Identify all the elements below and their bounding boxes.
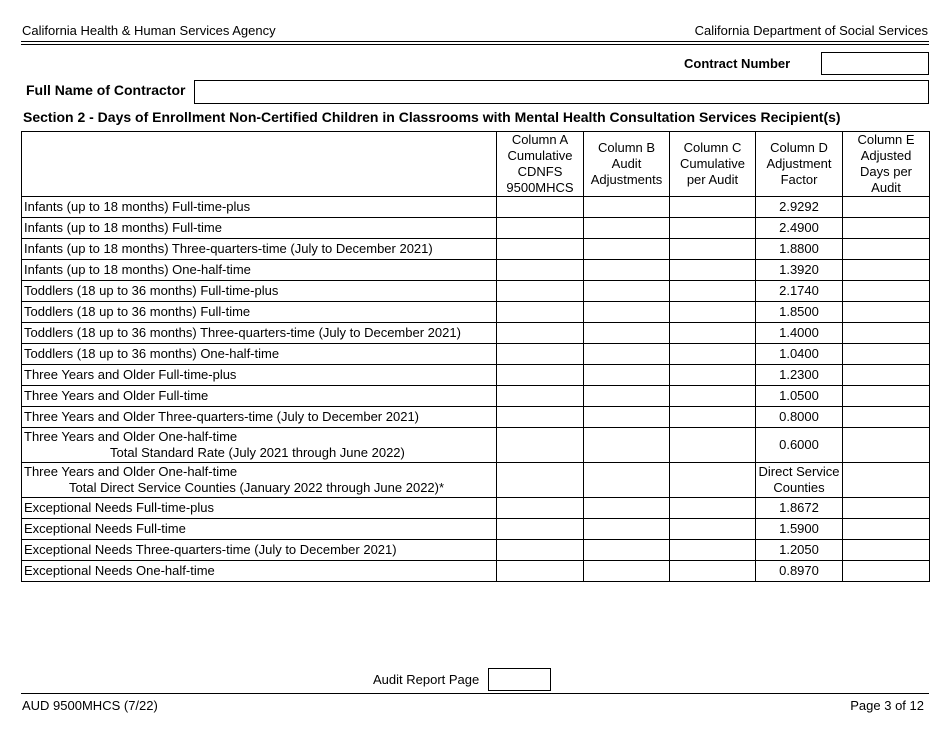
column-c-cell[interactable]: [670, 323, 756, 344]
table-row: [22, 302, 930, 323]
column-d-header: Column D Adjustment Factor: [756, 132, 843, 197]
column-c-cell[interactable]: [670, 386, 756, 407]
column-c-cell[interactable]: [670, 365, 756, 386]
column-e-cell[interactable]: [843, 463, 930, 498]
column-c-cell[interactable]: [670, 197, 756, 218]
column-c-cell[interactable]: [670, 260, 756, 281]
column-b-header: Column B Audit Adjustments: [584, 132, 670, 197]
adjustment-factor: 1.8500: [756, 302, 843, 323]
column-b-cell[interactable]: [584, 260, 670, 281]
form-id: AUD 9500MHCS (7/22): [22, 698, 158, 713]
column-c-cell[interactable]: [670, 463, 756, 498]
row-label-sub: Total Direct Service Counties (January 2022 through June 2022)*: [69, 480, 445, 495]
column-a-cell[interactable]: [497, 519, 584, 540]
column-a-cell[interactable]: [497, 218, 584, 239]
contractor-name-label: Full Name of Contractor: [26, 82, 186, 98]
column-e-cell[interactable]: [843, 540, 930, 561]
header-rule-double: [21, 44, 929, 45]
column-b-cell[interactable]: [584, 561, 670, 582]
row-label: Toddlers (18 up to 36 months) Three-quarters-time (July to December 2021): [22, 323, 497, 344]
column-a-cell[interactable]: [497, 561, 584, 582]
row-label-main: Three Years and Older One-half-time: [24, 429, 238, 444]
table-row: [22, 260, 930, 281]
column-e-header: Column E Adjusted Days per Audit: [843, 132, 930, 197]
column-b-cell[interactable]: [584, 239, 670, 260]
section-title: Section 2 - Days of Enrollment Non-Certified Children in Classrooms with Mental Health Consultation Services Recipient(s): [23, 109, 841, 125]
adjustment-factor: 0.8000: [756, 407, 843, 428]
column-a-header: Column A Cumulative CDNFS 9500MHCS: [497, 132, 584, 197]
table-row: [22, 386, 930, 407]
audit-report-page-field[interactable]: [488, 668, 551, 691]
row-label: Three Years and Older Full-time-plus: [22, 365, 497, 386]
adjustment-factor: 2.1740: [756, 281, 843, 302]
contract-number-label: Contract Number: [684, 56, 791, 71]
agency-name: California Health & Human Services Agency: [22, 23, 276, 38]
table-row: [22, 561, 930, 582]
column-b-cell[interactable]: [584, 540, 670, 561]
column-c-cell[interactable]: [670, 540, 756, 561]
column-e-cell[interactable]: [843, 239, 930, 260]
column-a-cell[interactable]: [497, 463, 584, 498]
row-label: Infants (up to 18 months) Three-quarters-time (July to December 2021): [22, 239, 497, 260]
column-c-cell[interactable]: [670, 302, 756, 323]
row-label: Exceptional Needs Full-time: [22, 519, 497, 540]
table-row: [22, 463, 930, 498]
column-b-cell[interactable]: [584, 407, 670, 428]
row-label: Exceptional Needs Three-quarters-time (July to December 2021): [22, 540, 497, 561]
table-row: [22, 323, 930, 344]
adjustment-factor: 0.6000: [756, 428, 843, 463]
row-label-sub: Total Standard Rate (July 2021 through June 2022): [110, 445, 405, 460]
column-a-cell[interactable]: [497, 239, 584, 260]
row-label: Infants (up to 18 months) One-half-time: [22, 260, 497, 281]
column-b-cell[interactable]: [584, 365, 670, 386]
column-b-cell[interactable]: [584, 323, 670, 344]
page-number: Page 3 of 12: [850, 698, 924, 713]
column-b-cell[interactable]: [584, 463, 670, 498]
column-c-cell[interactable]: [670, 344, 756, 365]
column-e-cell[interactable]: [843, 519, 930, 540]
column-c-cell[interactable]: [670, 498, 756, 519]
table-row: [22, 197, 930, 218]
column-a-cell[interactable]: [497, 197, 584, 218]
column-a-cell[interactable]: [497, 302, 584, 323]
column-c-header: Column C Cumulative per Audit: [670, 132, 756, 197]
adjustment-factor: 1.0500: [756, 386, 843, 407]
column-e-cell[interactable]: [843, 498, 930, 519]
row-label: Exceptional Needs Full-time-plus: [22, 498, 497, 519]
department-name: California Department of Social Services: [694, 23, 928, 38]
table-row: [22, 365, 930, 386]
audit-report-page-label: Audit Report Page: [373, 672, 480, 687]
adjustment-factor: 1.3920: [756, 260, 843, 281]
row-label: Toddlers (18 up to 36 months) Full-time-plus: [22, 281, 497, 302]
column-a-cell[interactable]: [497, 540, 584, 561]
contractor-name-field[interactable]: [194, 80, 929, 104]
column-e-cell[interactable]: [843, 561, 930, 582]
column-b-cell[interactable]: [584, 344, 670, 365]
table-row: [22, 498, 930, 519]
column-a-cell[interactable]: [497, 365, 584, 386]
column-c-cell[interactable]: [670, 407, 756, 428]
adjustment-factor: 1.8800: [756, 239, 843, 260]
table-row: [22, 344, 930, 365]
adjustment-factor: 1.4000: [756, 323, 843, 344]
column-c-cell[interactable]: [670, 281, 756, 302]
row-label: Exceptional Needs One-half-time: [22, 561, 497, 582]
column-b-cell[interactable]: [584, 386, 670, 407]
column-e-cell[interactable]: [843, 344, 930, 365]
column-a-cell[interactable]: [497, 281, 584, 302]
column-e-cell[interactable]: [843, 323, 930, 344]
adjustment-factor: 0.8970: [756, 561, 843, 582]
column-e-cell[interactable]: [843, 218, 930, 239]
adjustment-factor: 1.2050: [756, 540, 843, 561]
column-c-cell[interactable]: [670, 239, 756, 260]
column-e-cell[interactable]: [843, 281, 930, 302]
contract-number-field[interactable]: [821, 52, 929, 75]
column-e-cell[interactable]: [843, 386, 930, 407]
column-c-cell[interactable]: [670, 428, 756, 463]
column-b-cell[interactable]: [584, 197, 670, 218]
column-e-cell[interactable]: [843, 428, 930, 463]
table-row: [22, 239, 930, 260]
column-b-cell[interactable]: [584, 281, 670, 302]
enrollment-table: [21, 131, 930, 582]
header-label-col: [22, 132, 497, 197]
row-label: Toddlers (18 up to 36 months) One-half-time: [22, 344, 497, 365]
row-label: [22, 463, 497, 498]
column-a-cell[interactable]: [497, 407, 584, 428]
adjustment-factor: 1.0400: [756, 344, 843, 365]
column-e-cell[interactable]: [843, 365, 930, 386]
column-a-cell[interactable]: [497, 498, 584, 519]
table-header-row: [22, 132, 930, 197]
column-e-cell[interactable]: [843, 260, 930, 281]
header-rule: [21, 41, 929, 42]
row-label: Three Years and Older Full-time: [22, 386, 497, 407]
column-b-cell[interactable]: [584, 519, 670, 540]
table-row: [22, 540, 930, 561]
row-label: Toddlers (18 up to 36 months) Full-time: [22, 302, 497, 323]
column-a-cell[interactable]: [497, 323, 584, 344]
column-b-cell[interactable]: [584, 218, 670, 239]
column-e-cell[interactable]: [843, 407, 930, 428]
adjustment-factor: 2.9292: [756, 197, 843, 218]
table-row: [22, 407, 930, 428]
row-label: [22, 428, 497, 463]
table-row: [22, 281, 930, 302]
adjustment-factor: 1.8672: [756, 498, 843, 519]
column-b-cell[interactable]: [584, 498, 670, 519]
column-a-cell[interactable]: [497, 344, 584, 365]
column-c-cell[interactable]: [670, 519, 756, 540]
adjustment-factor: 1.5900: [756, 519, 843, 540]
column-a-cell[interactable]: [497, 260, 584, 281]
adjustment-factor: Direct Service Counties: [756, 463, 843, 498]
footer-rule: [21, 693, 929, 694]
column-e-cell[interactable]: [843, 302, 930, 323]
row-label-main: Three Years and Older One-half-time: [24, 464, 238, 479]
adjustment-factor: 1.2300: [756, 365, 843, 386]
row-label: Infants (up to 18 months) Full-time-plus: [22, 197, 497, 218]
table-row: [22, 519, 930, 540]
column-a-cell[interactable]: [497, 428, 584, 463]
column-a-cell[interactable]: [497, 386, 584, 407]
column-c-cell[interactable]: [670, 561, 756, 582]
row-label: Infants (up to 18 months) Full-time: [22, 218, 497, 239]
table-row: [22, 218, 930, 239]
column-b-cell[interactable]: [584, 428, 670, 463]
column-b-cell[interactable]: [584, 302, 670, 323]
column-c-cell[interactable]: [670, 218, 756, 239]
column-e-cell[interactable]: [843, 197, 930, 218]
adjustment-factor: 2.4900: [756, 218, 843, 239]
table-row: [22, 428, 930, 463]
row-label: Three Years and Older Three-quarters-time (July to December 2021): [22, 407, 497, 428]
